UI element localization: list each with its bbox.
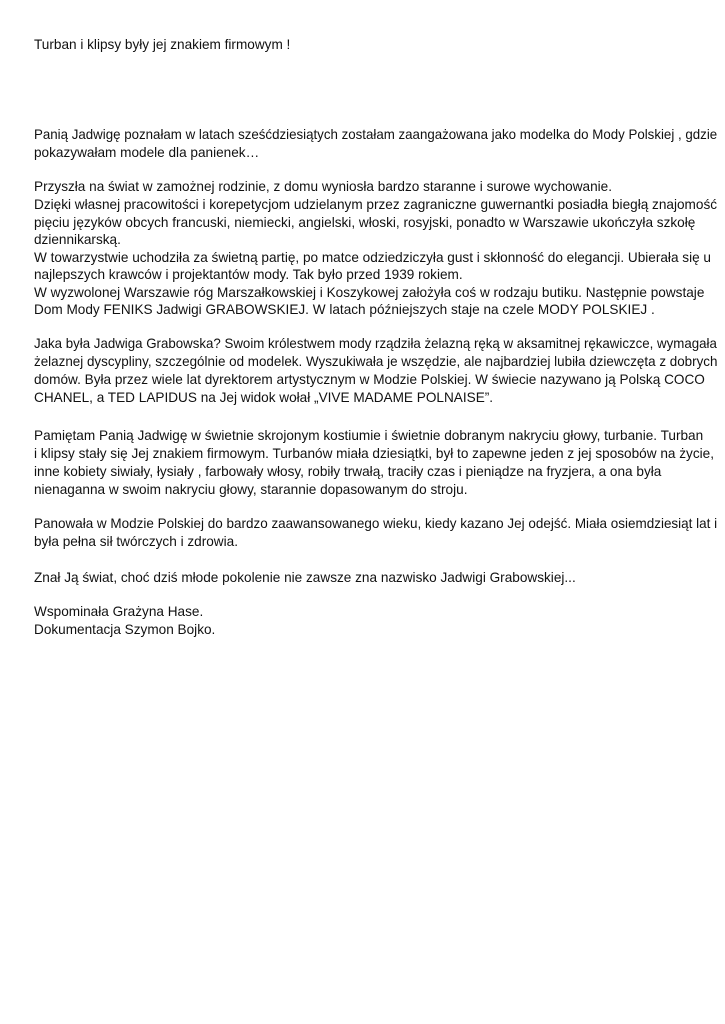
- paragraph-2-line-4: dziennikarską.: [34, 232, 121, 247]
- paragraph-2-line-1: Przyszła na świat w zamożnej rodzinie, z domu wyniosła bardzo staranne i surowe wychowanie.: [34, 179, 612, 194]
- paragraph-2-line-8: Dom Mody FENIKS Jadwigi GRABOWSKIEJ. W latach późniejszych staje na czele MODY POLSKIEJ .: [34, 302, 655, 317]
- paragraph-4-line-3: inne kobiety siwiały, łysiały , farbowały włosy, robiły trwałą, traciły czas i pieniądze na fryzjera, a ona była: [34, 464, 662, 479]
- paragraph-3-line-4: CHANEL, a TED LAPIDUS na Jej widok wołał „VIVE MADAME POLNAISE”.: [34, 390, 494, 405]
- paragraph-1-line-1: Panią Jadwigę poznałam w latach sześćdziesiątych zostałam zaangażowana jako modelka do Mody Polskiej , gdzie: [34, 127, 718, 142]
- paragraph-3-line-2: żelaznej dyscypliny, szczególnie od modelek. Wyszukiwała je wszędzie, ale najbardziej lubiła dziewczęta z dobrych: [34, 354, 718, 369]
- paragraph-5-line-1: Panowała w Modzie Polskiej do bardzo zaawansowanego wieku, kiedy kazano Jej odejść. Miała osiemdziesiąt lat i: [34, 516, 718, 531]
- paragraph-2-line-5: W towarzystwie uchodziła za świetną partię, po matce odziedziczyła gust i skłonność do elegancji. Ubierała się u: [34, 250, 711, 265]
- paragraph-2-line-2: Dzięki własnej pracowitości i korepetycjom udzielanym przez zagraniczne guwernantki posiadła biegłą znajomość: [34, 197, 718, 212]
- paragraph-2-line-3: pięciu języków obcych francuski, niemiecki, angielski, włoski, rosyjski, ponadto w Warszawie ukończyła szkołę: [34, 215, 696, 230]
- paragraph-2-line-7: W wyzwolonej Warszawie róg Marszałkowskiej i Koszykowej założyła coś w rodzaju butiku. Następnie powstaje: [34, 285, 705, 300]
- paragraph-3-line-3: domów. Była przez wiele lat dyrektorem artystycznym w Modzie Polskiej. W świecie nazywano ją Polską COCO: [34, 372, 705, 387]
- author-line: Wspominała Grażyna Hase.: [34, 604, 204, 619]
- documentation-line: Dokumentacja Szymon Bojko.: [34, 622, 216, 637]
- paragraph-2-line-6: najlepszych krawców i projektantów mody. Tak było przed 1939 rokiem.: [34, 267, 463, 282]
- paragraph-6-line-1: Znał Ją świat, choć dziś młode pokolenie nie zawsze zna nazwisko Jadwigi Grabowskiej...: [34, 570, 576, 585]
- document-title: Turban i klipsy były jej znakiem firmowym !: [34, 37, 291, 52]
- paragraph-5-line-2: była pełna sił twórczych i zdrowia.: [34, 534, 238, 549]
- paragraph-4-line-1: Pamiętam Panią Jadwigę w świetnie skrojonym kostiumie i świetnie dobranym nakryciu głowy, turbanie. Turban: [34, 428, 704, 443]
- paragraph-1-line-2: pokazywałam modele dla panienek…: [34, 145, 260, 160]
- paragraph-3-line-1: Jaka była Jadwiga Grabowska? Swoim królestwem mody rządziła żelazną ręką w aksamitnej rękawiczce, wymagała: [34, 336, 717, 351]
- paragraph-4-line-2: i klipsy stały się Jej znakiem firmowym. Turbanów miała dziesiątki, był to zapewne jeden z jej sposobów na życie,: [34, 446, 714, 461]
- paragraph-4-line-4: nienaganna w swoim nakryciu głowy, starannie dopasowanym do stroju.: [34, 482, 468, 497]
